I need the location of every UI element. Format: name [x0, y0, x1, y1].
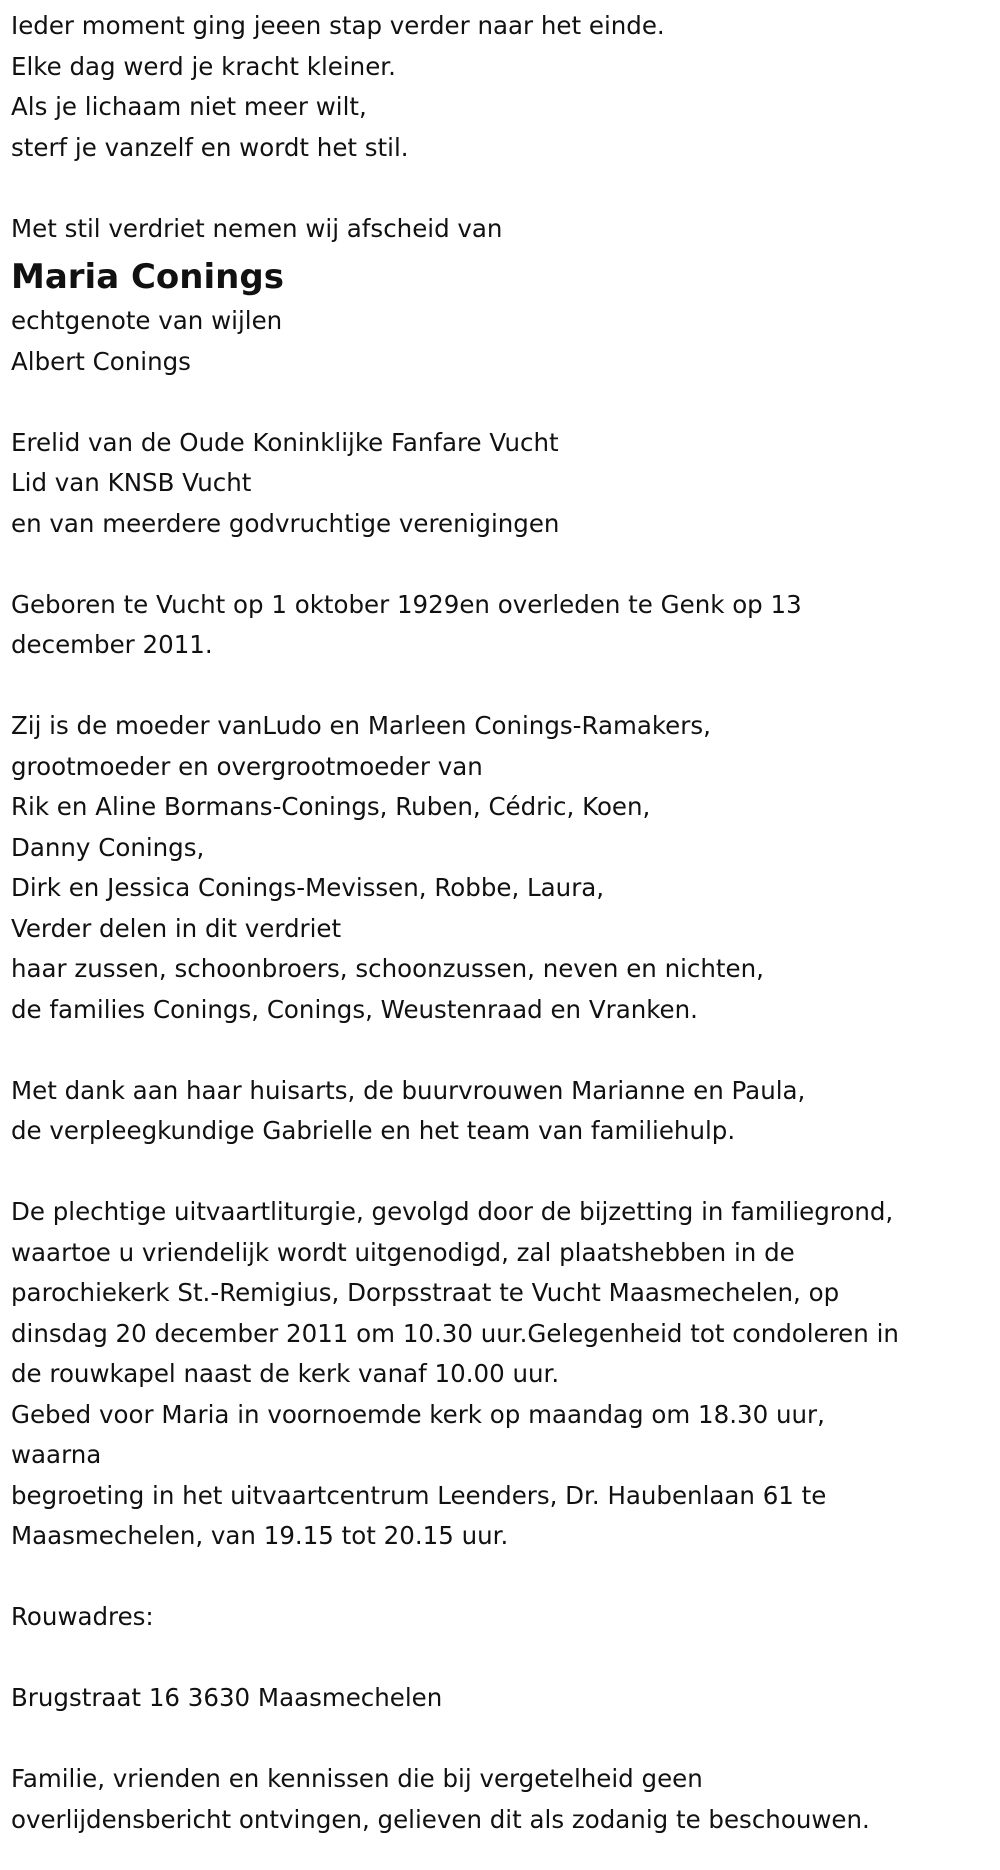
closing-line: Familie, vrienden en kennissen die bij vergetelheid geen: [11, 1764, 703, 1793]
spacer: [11, 1719, 991, 1760]
family-line: Verder delen in dit verdriet: [11, 913, 342, 943]
spouse-line: echtgenote van wijlen: [11, 306, 283, 335]
spacer: [11, 544, 991, 585]
address: Brugstraat 16 3630 Maasmechelen: [11, 1683, 443, 1712]
poem-line: sterf je vanzelf en wordt het stil.: [11, 132, 409, 162]
ceremony-line: begroeting in het uitvaartcentrum Leenders, Dr. Haubenlaan 61 te: [11, 1480, 827, 1510]
birth-death-line: december 2011.: [11, 630, 213, 659]
family-line: Danny Conings,: [11, 832, 205, 862]
membership-line: Lid van KNSB Vucht: [11, 468, 252, 497]
spacer: [11, 666, 991, 707]
family-line: Rik en Aline Bormans-Conings, Ruben, Cédric, Koen,: [11, 792, 651, 821]
poem-line: Ieder moment ging jeeen stap verder naar het einde.: [11, 11, 665, 40]
spacer: [11, 1638, 991, 1679]
family-line: Zij is de moeder vanLudo en Marleen Conings-Ramakers,: [11, 711, 711, 740]
family-line: grootmoeder en overgrootmoeder van: [11, 751, 483, 781]
spacer: [11, 382, 991, 423]
birth-death-line: Geboren te Vucht op 1 oktober 1929en overleden te Genk op 13: [11, 589, 802, 619]
obituary-document: [11, 6, 991, 1840]
poem: [11, 6, 991, 168]
poem-line: Elke dag werd je kracht kleiner.: [11, 51, 396, 81]
poem-line: Als je lichaam niet meer wilt,: [11, 92, 367, 121]
ceremony-line: parochiekerk St.-Remigius, Dorpsstraat te Vucht Maasmechelen, op: [11, 1278, 840, 1307]
birth-death: [11, 585, 991, 666]
family-line: de families Conings, Conings, Weustenraad en Vranken.: [11, 994, 698, 1024]
thanks-line: Met dank aan haar huisarts, de buurvrouwen Marianne en Paula,: [11, 1075, 806, 1105]
ceremony-line: waarna: [11, 1440, 102, 1469]
spacer: [11, 1030, 991, 1071]
deceased-name: Maria Conings: [11, 257, 284, 297]
spacer: [11, 1152, 991, 1193]
membership-line: en van meerdere godvruchtige verenigingen: [11, 508, 560, 538]
memberships: [11, 423, 991, 545]
thanks: [11, 1071, 991, 1152]
family-line: Dirk en Jessica Conings-Mevissen, Robbe, Laura,: [11, 873, 605, 902]
intro-text: Met stil verdriet nemen wij afscheid van: [11, 213, 503, 243]
ceremony-line: de rouwkapel naast de kerk vanaf 10.00 uur.: [11, 1359, 560, 1388]
ceremony-line: De plechtige uitvaartliturgie, gevolgd door de bijzetting in familiegrond,: [11, 1197, 894, 1226]
address-label: Rouwadres:: [11, 1602, 154, 1631]
thanks-line: de verpleegkundige Gabrielle en het team van familiehulp.: [11, 1116, 736, 1145]
spacer: [11, 1557, 991, 1598]
spouse-line: Albert Conings: [11, 346, 191, 376]
ceremony-line: Gebed voor Maria in voornoemde kerk op maandag om 18.30 uur,: [11, 1399, 825, 1429]
ceremony-line: dinsdag 20 december 2011 om 10.30 uur.Gelegenheid tot condoleren in: [11, 1318, 899, 1348]
ceremony-line: waartoe u vriendelijk wordt uitgenodigd, zal plaatshebben in de: [11, 1237, 795, 1267]
ceremony-line: Maasmechelen, van 19.15 tot 20.15 uur.: [11, 1521, 509, 1550]
family-line: haar zussen, schoonbroers, schoonzussen, neven en nichten,: [11, 954, 764, 983]
closing-note: [11, 1759, 991, 1840]
membership-line: Erelid van de Oude Koninklijke Fanfare Vucht: [11, 427, 559, 457]
family-list: [11, 706, 991, 1030]
ceremony-info: [11, 1192, 991, 1557]
spacer: [11, 168, 991, 209]
closing-line: overlijdensbericht ontvingen, gelieven dit als zodanig te beschouwen.: [11, 1804, 870, 1834]
